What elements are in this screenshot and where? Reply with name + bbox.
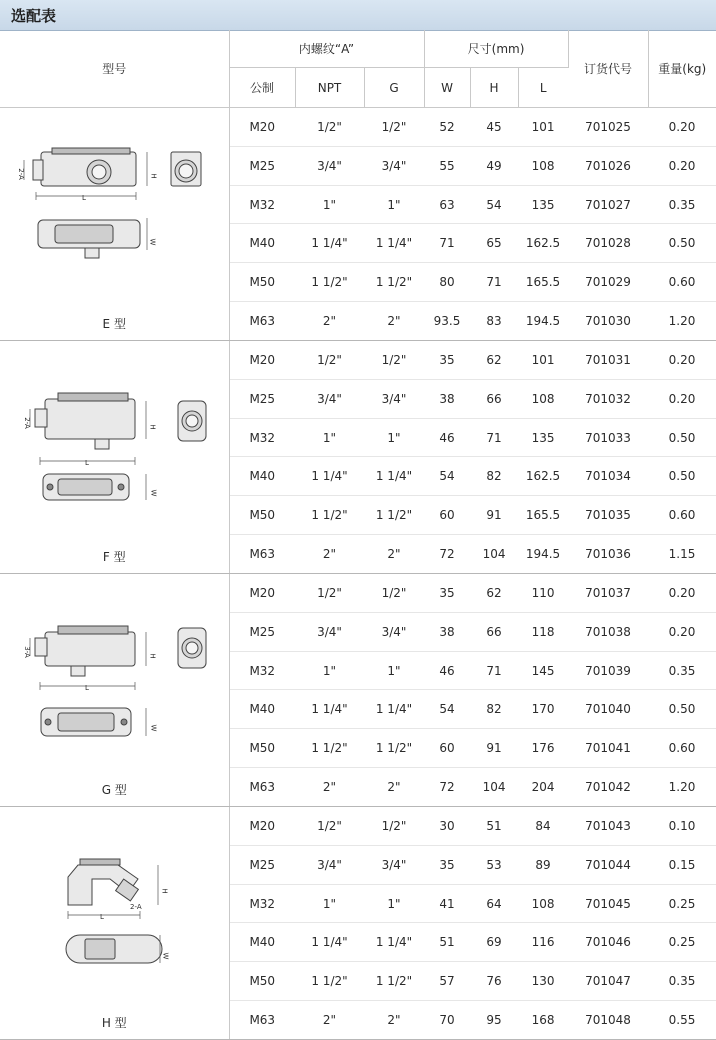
cell-h: 54 bbox=[470, 185, 518, 224]
cell-metric: M50 bbox=[229, 263, 295, 302]
cell-metric: M20 bbox=[229, 807, 295, 846]
cell-h: 51 bbox=[470, 807, 518, 846]
cell-w: 63 bbox=[424, 185, 470, 224]
cell-npt: 1/2" bbox=[295, 108, 364, 147]
cell-code: 701048 bbox=[568, 1001, 648, 1040]
cell-code: 701040 bbox=[568, 690, 648, 729]
dimension-label-a: 2-A bbox=[22, 417, 31, 429]
type-label: E 型 bbox=[102, 317, 126, 331]
cell-g: 1" bbox=[364, 185, 424, 224]
cell-h: 104 bbox=[470, 768, 518, 807]
cell-h: 64 bbox=[470, 884, 518, 923]
cell-metric: M50 bbox=[229, 729, 295, 768]
cell-weight: 0.25 bbox=[648, 923, 716, 962]
type-label: H 型 bbox=[101, 1016, 127, 1030]
table-row bbox=[0, 341, 716, 380]
cell-w: 60 bbox=[424, 729, 470, 768]
cell-code: 701026 bbox=[568, 146, 648, 185]
cell-weight: 0.60 bbox=[648, 729, 716, 768]
cell-code: 701032 bbox=[568, 379, 648, 418]
header-npt: NPT bbox=[295, 68, 364, 108]
cell-w: 46 bbox=[424, 651, 470, 690]
cell-h: 82 bbox=[470, 457, 518, 496]
cell-code: 701042 bbox=[568, 768, 648, 807]
cell-npt: 3/4" bbox=[295, 612, 364, 651]
cell-npt: 3/4" bbox=[295, 146, 364, 185]
cell-metric: M40 bbox=[229, 457, 295, 496]
cell-code: 701033 bbox=[568, 418, 648, 457]
cell-l: 165.5 bbox=[518, 496, 568, 535]
cell-npt: 1 1/4" bbox=[295, 690, 364, 729]
cell-weight: 0.10 bbox=[648, 807, 716, 846]
cell-g: 1" bbox=[364, 651, 424, 690]
cell-w: 41 bbox=[424, 884, 470, 923]
cell-weight: 0.50 bbox=[648, 418, 716, 457]
cell-h: 95 bbox=[470, 1001, 518, 1040]
cell-metric: M25 bbox=[229, 146, 295, 185]
cell-metric: M40 bbox=[229, 923, 295, 962]
cell-npt: 2" bbox=[295, 302, 364, 341]
cell-l: 118 bbox=[518, 612, 568, 651]
cell-g: 1 1/2" bbox=[364, 729, 424, 768]
model-drawing-cell bbox=[0, 108, 229, 341]
cell-g: 3/4" bbox=[364, 845, 424, 884]
dimension-label-l: L bbox=[85, 684, 89, 692]
cell-weight: 0.20 bbox=[648, 108, 716, 147]
cell-w: 35 bbox=[424, 574, 470, 613]
cell-weight: 0.35 bbox=[648, 185, 716, 224]
dimension-label-h: H bbox=[148, 424, 157, 430]
header-w: W bbox=[424, 68, 470, 108]
cell-g: 1 1/2" bbox=[364, 263, 424, 302]
cell-weight: 0.60 bbox=[648, 496, 716, 535]
table-row bbox=[0, 108, 716, 147]
cell-h: 49 bbox=[470, 146, 518, 185]
header-weight: 重量(kg) bbox=[648, 30, 716, 108]
cell-w: 60 bbox=[424, 496, 470, 535]
cell-metric: M40 bbox=[229, 224, 295, 263]
cell-l: 108 bbox=[518, 884, 568, 923]
cell-l: 108 bbox=[518, 379, 568, 418]
header-order-code: 订货代号 bbox=[568, 30, 648, 108]
cell-code: 701038 bbox=[568, 612, 648, 651]
cell-g: 1/2" bbox=[364, 574, 424, 613]
cell-code: 701047 bbox=[568, 962, 648, 1001]
cell-npt: 1/2" bbox=[295, 341, 364, 380]
cell-l: 194.5 bbox=[518, 302, 568, 341]
cell-l: 101 bbox=[518, 341, 568, 380]
cell-l: 110 bbox=[518, 574, 568, 613]
cell-w: 80 bbox=[424, 263, 470, 302]
type-label: G 型 bbox=[101, 783, 127, 797]
dimension-label-l: L bbox=[85, 459, 89, 467]
cell-g: 1 1/4" bbox=[364, 923, 424, 962]
cell-l: 176 bbox=[518, 729, 568, 768]
cell-metric: M50 bbox=[229, 962, 295, 1001]
cell-g: 1 1/4" bbox=[364, 457, 424, 496]
cell-h: 82 bbox=[470, 690, 518, 729]
cell-g: 1 1/4" bbox=[364, 224, 424, 263]
cell-npt: 1/2" bbox=[295, 807, 364, 846]
dimension-label-h: H bbox=[148, 653, 157, 659]
cell-w: 52 bbox=[424, 108, 470, 147]
cell-w: 70 bbox=[424, 1001, 470, 1040]
model-drawing bbox=[0, 574, 229, 806]
cell-w: 38 bbox=[424, 612, 470, 651]
table-row bbox=[0, 574, 716, 613]
cell-code: 701028 bbox=[568, 224, 648, 263]
cell-g: 1 1/2" bbox=[364, 496, 424, 535]
cell-npt: 1 1/2" bbox=[295, 496, 364, 535]
cell-w: 55 bbox=[424, 146, 470, 185]
header-metric: 公制 bbox=[229, 68, 295, 108]
cell-weight: 1.15 bbox=[648, 535, 716, 574]
cell-weight: 0.35 bbox=[648, 962, 716, 1001]
cell-l: 116 bbox=[518, 923, 568, 962]
cell-w: 46 bbox=[424, 418, 470, 457]
cell-metric: M32 bbox=[229, 884, 295, 923]
cell-metric: M25 bbox=[229, 379, 295, 418]
cell-npt: 1 1/2" bbox=[295, 962, 364, 1001]
cell-weight: 0.50 bbox=[648, 457, 716, 496]
cell-w: 30 bbox=[424, 807, 470, 846]
cell-h: 53 bbox=[470, 845, 518, 884]
cell-npt: 3/4" bbox=[295, 379, 364, 418]
dimension-label-w: W bbox=[148, 238, 157, 246]
cell-npt: 1 1/4" bbox=[295, 457, 364, 496]
cell-npt: 1" bbox=[295, 884, 364, 923]
cell-l: 135 bbox=[518, 418, 568, 457]
cell-w: 38 bbox=[424, 379, 470, 418]
cell-npt: 2" bbox=[295, 1001, 364, 1040]
cell-g: 3/4" bbox=[364, 612, 424, 651]
cell-h: 45 bbox=[470, 108, 518, 147]
dimension-label-h: H bbox=[160, 888, 169, 894]
dimension-label-w: W bbox=[161, 952, 170, 960]
cell-code: 701043 bbox=[568, 807, 648, 846]
cell-metric: M50 bbox=[229, 496, 295, 535]
cell-weight: 1.20 bbox=[648, 768, 716, 807]
cell-g: 1" bbox=[364, 884, 424, 923]
cell-metric: M32 bbox=[229, 185, 295, 224]
cell-weight: 0.20 bbox=[648, 379, 716, 418]
header-thread-group: 内螺纹“A” bbox=[229, 30, 424, 68]
model-drawing-cell bbox=[0, 807, 229, 1040]
cell-npt: 1" bbox=[295, 651, 364, 690]
cell-w: 72 bbox=[424, 768, 470, 807]
cell-metric: M40 bbox=[229, 690, 295, 729]
model-drawing-cell bbox=[0, 341, 229, 574]
cell-l: 165.5 bbox=[518, 263, 568, 302]
cell-w: 71 bbox=[424, 224, 470, 263]
cell-l: 135 bbox=[518, 185, 568, 224]
cell-l: 108 bbox=[518, 146, 568, 185]
cell-metric: M32 bbox=[229, 418, 295, 457]
cell-w: 72 bbox=[424, 535, 470, 574]
cell-code: 701031 bbox=[568, 341, 648, 380]
cell-g: 1/2" bbox=[364, 341, 424, 380]
cell-l: 145 bbox=[518, 651, 568, 690]
cell-g: 1" bbox=[364, 418, 424, 457]
cell-npt: 1" bbox=[295, 185, 364, 224]
cell-weight: 0.25 bbox=[648, 884, 716, 923]
cell-code: 701027 bbox=[568, 185, 648, 224]
cell-metric: M63 bbox=[229, 302, 295, 341]
cell-weight: 0.50 bbox=[648, 690, 716, 729]
cell-g: 2" bbox=[364, 302, 424, 341]
header-model: 型号 bbox=[0, 30, 229, 108]
cell-code: 701034 bbox=[568, 457, 648, 496]
cell-code: 701039 bbox=[568, 651, 648, 690]
cell-g: 1/2" bbox=[364, 108, 424, 147]
cell-h: 104 bbox=[470, 535, 518, 574]
cell-metric: M32 bbox=[229, 651, 295, 690]
cell-h: 71 bbox=[470, 418, 518, 457]
cell-npt: 2" bbox=[295, 535, 364, 574]
cell-code: 701029 bbox=[568, 263, 648, 302]
header-h: H bbox=[470, 68, 518, 108]
cell-w: 93.5 bbox=[424, 302, 470, 341]
table-body bbox=[0, 108, 716, 1040]
header-l: L bbox=[518, 68, 568, 108]
cell-metric: M25 bbox=[229, 845, 295, 884]
cell-weight: 0.60 bbox=[648, 263, 716, 302]
type-label: F 型 bbox=[102, 550, 126, 564]
cell-metric: M25 bbox=[229, 612, 295, 651]
dimension-label-h: H bbox=[149, 173, 158, 179]
cell-h: 71 bbox=[470, 263, 518, 302]
cell-npt: 1 1/4" bbox=[295, 224, 364, 263]
cell-h: 71 bbox=[470, 651, 518, 690]
cell-weight: 0.20 bbox=[648, 146, 716, 185]
cell-npt: 1" bbox=[295, 418, 364, 457]
cell-npt: 3/4" bbox=[295, 845, 364, 884]
cell-g: 3/4" bbox=[364, 379, 424, 418]
cell-weight: 0.15 bbox=[648, 845, 716, 884]
dimension-label-w: W bbox=[149, 489, 158, 497]
model-drawing-cell bbox=[0, 574, 229, 807]
cell-g: 1/2" bbox=[364, 807, 424, 846]
cell-l: 162.5 bbox=[518, 457, 568, 496]
cell-npt: 1 1/2" bbox=[295, 729, 364, 768]
model-drawing bbox=[0, 108, 229, 340]
cell-weight: 0.20 bbox=[648, 612, 716, 651]
cell-weight: 0.35 bbox=[648, 651, 716, 690]
cell-code: 701044 bbox=[568, 845, 648, 884]
cell-w: 35 bbox=[424, 845, 470, 884]
cell-l: 194.5 bbox=[518, 535, 568, 574]
cell-l: 170 bbox=[518, 690, 568, 729]
cell-w: 51 bbox=[424, 923, 470, 962]
table-row bbox=[0, 807, 716, 846]
cell-h: 65 bbox=[470, 224, 518, 263]
cell-npt: 2" bbox=[295, 768, 364, 807]
cell-h: 83 bbox=[470, 302, 518, 341]
cell-h: 62 bbox=[470, 341, 518, 380]
cell-code: 701036 bbox=[568, 535, 648, 574]
cell-code: 701041 bbox=[568, 729, 648, 768]
cell-npt: 1 1/4" bbox=[295, 923, 364, 962]
cell-code: 701025 bbox=[568, 108, 648, 147]
cell-code: 701030 bbox=[568, 302, 648, 341]
cell-l: 204 bbox=[518, 768, 568, 807]
cell-h: 91 bbox=[470, 729, 518, 768]
cell-metric: M20 bbox=[229, 574, 295, 613]
cell-metric: M20 bbox=[229, 341, 295, 380]
cell-weight: 0.55 bbox=[648, 1001, 716, 1040]
cell-w: 57 bbox=[424, 962, 470, 1001]
cell-g: 2" bbox=[364, 535, 424, 574]
cell-npt: 1/2" bbox=[295, 574, 364, 613]
page-title: 选配表 bbox=[11, 7, 57, 25]
cell-weight: 0.20 bbox=[648, 341, 716, 380]
cell-code: 701045 bbox=[568, 884, 648, 923]
cell-w: 54 bbox=[424, 690, 470, 729]
cell-weight: 0.50 bbox=[648, 224, 716, 263]
cell-code: 701046 bbox=[568, 923, 648, 962]
selection-table bbox=[0, 30, 716, 1040]
dimension-label-l: L bbox=[100, 913, 104, 921]
cell-h: 69 bbox=[470, 923, 518, 962]
dimension-label-a: 2-A bbox=[16, 168, 25, 180]
cell-g: 1 1/4" bbox=[364, 690, 424, 729]
cell-l: 162.5 bbox=[518, 224, 568, 263]
cell-l: 89 bbox=[518, 845, 568, 884]
cell-code: 701037 bbox=[568, 574, 648, 613]
title-bar bbox=[0, 0, 716, 31]
cell-l: 130 bbox=[518, 962, 568, 1001]
cell-metric: M63 bbox=[229, 1001, 295, 1040]
model-drawing bbox=[0, 807, 229, 1039]
header-g: G bbox=[364, 68, 424, 108]
cell-l: 168 bbox=[518, 1001, 568, 1040]
cell-h: 62 bbox=[470, 574, 518, 613]
header-size-group: 尺寸(mm) bbox=[424, 30, 568, 68]
cell-npt: 1 1/2" bbox=[295, 263, 364, 302]
cell-metric: M63 bbox=[229, 535, 295, 574]
cell-weight: 0.20 bbox=[648, 574, 716, 613]
cell-g: 2" bbox=[364, 768, 424, 807]
cell-weight: 1.20 bbox=[648, 302, 716, 341]
cell-h: 66 bbox=[470, 379, 518, 418]
cell-h: 91 bbox=[470, 496, 518, 535]
cell-metric: M20 bbox=[229, 108, 295, 147]
cell-metric: M63 bbox=[229, 768, 295, 807]
cell-g: 2" bbox=[364, 1001, 424, 1040]
cell-w: 35 bbox=[424, 341, 470, 380]
cell-h: 66 bbox=[470, 612, 518, 651]
cell-h: 76 bbox=[470, 962, 518, 1001]
cell-l: 101 bbox=[518, 108, 568, 147]
dimension-label-l: L bbox=[82, 194, 86, 202]
cell-l: 84 bbox=[518, 807, 568, 846]
cell-w: 54 bbox=[424, 457, 470, 496]
cell-g: 3/4" bbox=[364, 146, 424, 185]
cell-code: 701035 bbox=[568, 496, 648, 535]
cell-g: 1 1/2" bbox=[364, 962, 424, 1001]
dimension-label-a: 2-A bbox=[130, 903, 142, 911]
dimension-label-w: W bbox=[149, 724, 158, 732]
dimension-label-a: 3-A bbox=[22, 646, 31, 658]
model-drawing bbox=[0, 341, 229, 573]
